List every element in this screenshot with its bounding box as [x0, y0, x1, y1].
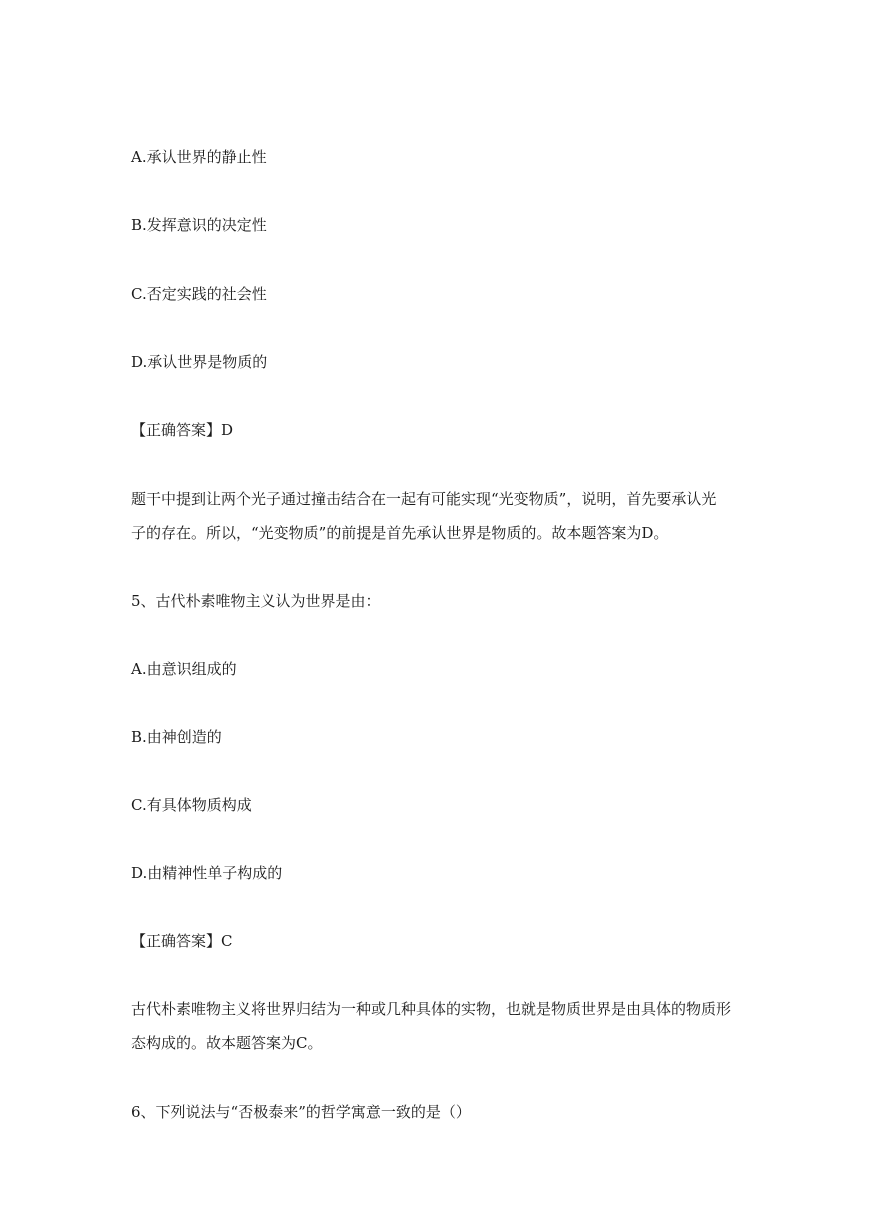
- q5-option-b: B.由神创造的: [131, 728, 222, 746]
- q5-option-d: D.由精神性单子构成的: [131, 864, 283, 882]
- q5-question: 5、古代朴素唯物主义认为世界是由：: [131, 592, 381, 610]
- q5-option-a: A.由意识组成的: [131, 660, 237, 678]
- q5-answer: 【正确答案】C: [131, 932, 233, 950]
- q6-question: 6、下列说法与“否极泰来”的哲学寓意一致的是（）: [131, 1103, 471, 1121]
- q4-explanation-line-1: 题干中提到让两个光子通过撞击结合在一起有可能实现“光变物质”，说明，首先要承认光: [131, 490, 717, 508]
- q4-option-d: D.承认世界是物质的: [131, 353, 268, 371]
- q4-option-c: C.否定实践的社会性: [131, 285, 267, 303]
- q4-option-b: B.发挥意识的决定性: [131, 216, 267, 234]
- q4-explanation-line-2: 子的存在。所以，“光变物质”的前提是首先承认世界是物质的。故本题答案为D。: [131, 524, 669, 542]
- q5-explanation-line-1: 古代朴素唯物主义将世界归结为一种或几种具体的实物，也就是物质世界是由具体的物质形: [131, 1000, 732, 1018]
- q5-option-c: C.有具体物质构成: [131, 796, 252, 814]
- q4-answer: 【正确答案】D: [131, 421, 234, 439]
- q4-option-a: A.承认世界的静止性: [131, 148, 267, 166]
- q5-explanation-line-2: 态构成的。故本题答案为C。: [131, 1034, 323, 1052]
